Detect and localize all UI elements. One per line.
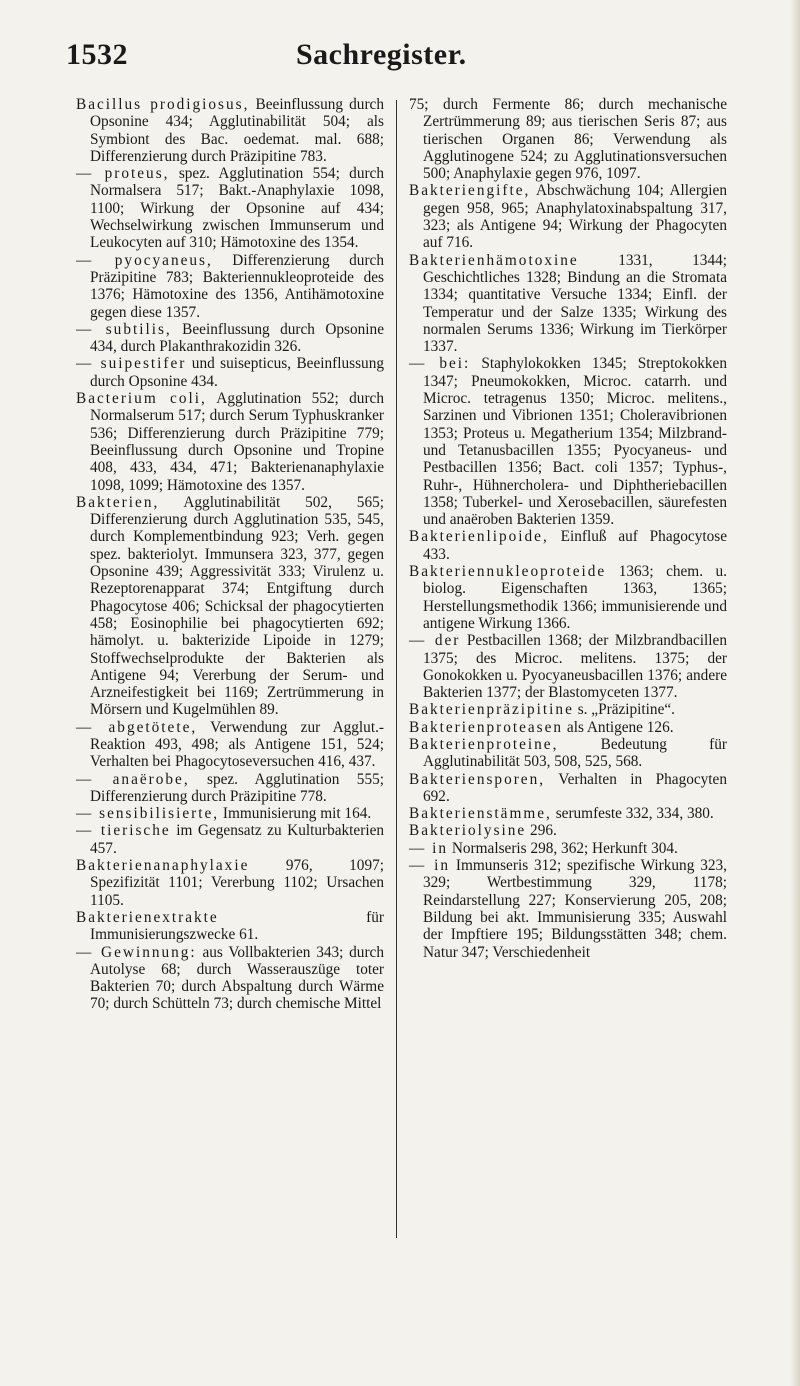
- page-edge-shadow: [790, 0, 800, 1386]
- column-divider: [396, 100, 397, 1238]
- index-column-left: [76, 96, 384, 1013]
- page-header: [66, 38, 706, 78]
- index-entry: — anaërobe, spez. Agglutination 555; Differenzierung durch Präzipitine 778.: [76, 770, 384, 805]
- index-entry: Bakterienpräzipitine s. „Präzipitine“.: [409, 701, 675, 719]
- index-entry: — in Immunseris 312; spezifische Wirkung 323, 329; Wertbestimmung 329, 1178; Reindarstellung 227; Konservierung 205, 208; Bildung bei akt. Immunisierung 335; Auswahl der Impftiere 195; Bildungsstätten 348; chem. Natur 347; Verschiedenheit: [409, 857, 727, 961]
- index-entry: Bakterienextrakte für Immunisierungszwecke 61.: [76, 908, 384, 944]
- index-entry: Bakterien, Agglutinabilität 502, 565; Differenzierung durch Agglutination 535, 545, durch Komplementbindung 923; Verh. gegen spez. bakteriolyt. Immunsera 323, 377, gegen Opsonine 439; Aggressivität 333; Virulenz u. Rezeptorenapparat 374; Entgiftung durch Phagocytose 406; Schicksal der phagocytierten 458; Eosinophilie bei phagocytierten 692; hämolyt. u. bakterizide Lipoide in 1279; Stoffwechselprodukte der Bakterien als Antigene 94; Vererbung der Serum- und Arzneifestigkeit bei 1169; Zertrümmerung in Mörsern und Kugelmühlen 89.: [76, 493, 384, 719]
- index-entry: Bakteriolysine 296.: [409, 822, 557, 840]
- index-entry: — der Pestbacillen 1368; der Milzbrandbacillen 1375; des Microc. melitens. 1375; der Gonokokken u. Pyocyaneusbacillen 1376; andere Bakterien 1377; der Blastomyceten 1377.: [409, 632, 727, 702]
- index-entry: Bakteriennukleoproteide 1363; chem. u. biolog. Eigenschaften 1363, 1365; Herstellungsmethodik 1366; immunisierende und antigene Wirkung 1366.: [409, 563, 727, 632]
- index-entry: Bakteriengifte, Abschwächung 104; Allergien gegen 958, 965; Anaphylatoxinabspaltung 317, 323; als Antigene 94; Wirkung der Phagocyten auf 716.: [409, 182, 727, 252]
- index-entry: Bakterienlipoide, Einfluß auf Phagocytose 433.: [409, 528, 727, 563]
- index-entry: — Gewinnung: aus Vollbakterien 343; durch Autolyse 68; durch Wasserauszüge toter Bakterien 70; durch Abspaltung durch Wärme 70; durch Schütteln 73; durch chemische Mittel: [76, 943, 384, 1013]
- index-entry: — suipestifer und suisepticus, Beeinflussung durch Opsonine 434.: [76, 355, 384, 390]
- index-entry: Bakterienproteine, Bedeutung für Agglutinabilität 503, 508, 525, 568.: [409, 735, 727, 771]
- running-title: Sachregister.: [296, 38, 467, 71]
- index-entry: Bakterienproteasen als Antigene 126.: [409, 718, 674, 736]
- index-entry: Bakteriensporen, Verhalten in Phagocyten 692.: [409, 770, 727, 805]
- index-entry: — tierische im Gegensatz zu Kulturbakterien 457.: [76, 822, 385, 857]
- index-entry: — abgetötete, Verwendung zur Agglut.-Reaktion 493, 498; als Antigene 151, 524; Verhalten bei Phagocytoseversuchen 416, 437.: [76, 718, 384, 771]
- index-entry: — in Normalseris 298, 362; Herkunft 304.: [409, 839, 678, 857]
- index-entry: — subtilis, Beeinflussung durch Opsonine 434, durch Plakanthrakozidin 326.: [76, 320, 384, 356]
- index-entry: Bacterium coli, Agglutination 552; durch Normalserum 517; durch Serum Typhuskranker 536; Differenzierung durch Präzipitine 779; Beeinflussung durch Opsonine und Tropine 408, 433, 434, 471; Bakterienanaphylaxie 1098, 1099; Hämotoxine des 1357.: [76, 390, 384, 494]
- index-entry: — pyocyaneus, Differenzierung durch Präzipitine 783; Bakteriennukleoproteide des 1376; Hämotoxine des 1356, Antihämotoxine gegen diese 1357.: [76, 251, 384, 321]
- index-entry: Bacillus prodigiosus, Beeinflussung durch Opsonine 434; Agglutinabilität 504; als Symbiont des Bac. oedemat. mal. 688; Differenzierung durch Präzipitine 783.: [76, 96, 384, 165]
- index-entry: Bakterienhämotoxine 1331, 1344; Geschichtliches 1328; Bindung an die Stromata 1334; quantitative Versuche 1334; Einfl. der Temperatur und der Salze 1335; Wirkung des normalen Serums 1336; Wirkung im Tierkörper 1337.: [409, 251, 727, 356]
- index-entry: — proteus, spez. Agglutination 554; durch Normalsera 517; Bakt.-Anaphylaxie 1098, 1100; Wirkung der Opsonine auf 434; Wechselwirkung zwischen Immunserum und Leukocyten auf 310; Hämotoxine des 1354.: [76, 165, 384, 252]
- index-entry: 75; durch Fermente 86; durch mechanische Zertrümmerung 89; aus tierischen Seris 87; aus tierischen Organen 86; Verwendung als Agglutinogene 524; zu Agglutinationsversuchen 500; Anaphylaxie gegen 976, 1097.: [409, 96, 727, 183]
- index-column-right: [409, 96, 727, 961]
- index-entry: — sensibilisierte, Immunisierung mit 164.: [76, 805, 372, 823]
- index-entry: Bakterienanaphylaxie 976, 1097; Spezifizität 1101; Vererbung 1102; Ursachen 1105.: [76, 857, 384, 909]
- index-entry: Bakterienstämme, serumfeste 332, 334, 380.: [409, 805, 714, 823]
- page-number: 1532: [66, 38, 128, 71]
- index-entry: — bei: Staphylokokken 1345; Streptokokken 1347; Pneumokokken, Microc. catarrh. und Microc. tetragenus 1350; Microc. melitens., Sarzinen und Vibrionen 1351; Choleravibrionen 1353; Proteus u. Megatherium 1354; Milzbrand- und Tetanusbacillen 1355; Pyocyaneus- und Pestbacillen 1356; Bact. coli 1357; Typhus-, Ruhr-, Hühnercholera- und Diphtheriebacillen 1358; Tuberkel- und Xerosebacillen, säurefesten und anaëroben Bakterien 1359.: [409, 355, 727, 529]
